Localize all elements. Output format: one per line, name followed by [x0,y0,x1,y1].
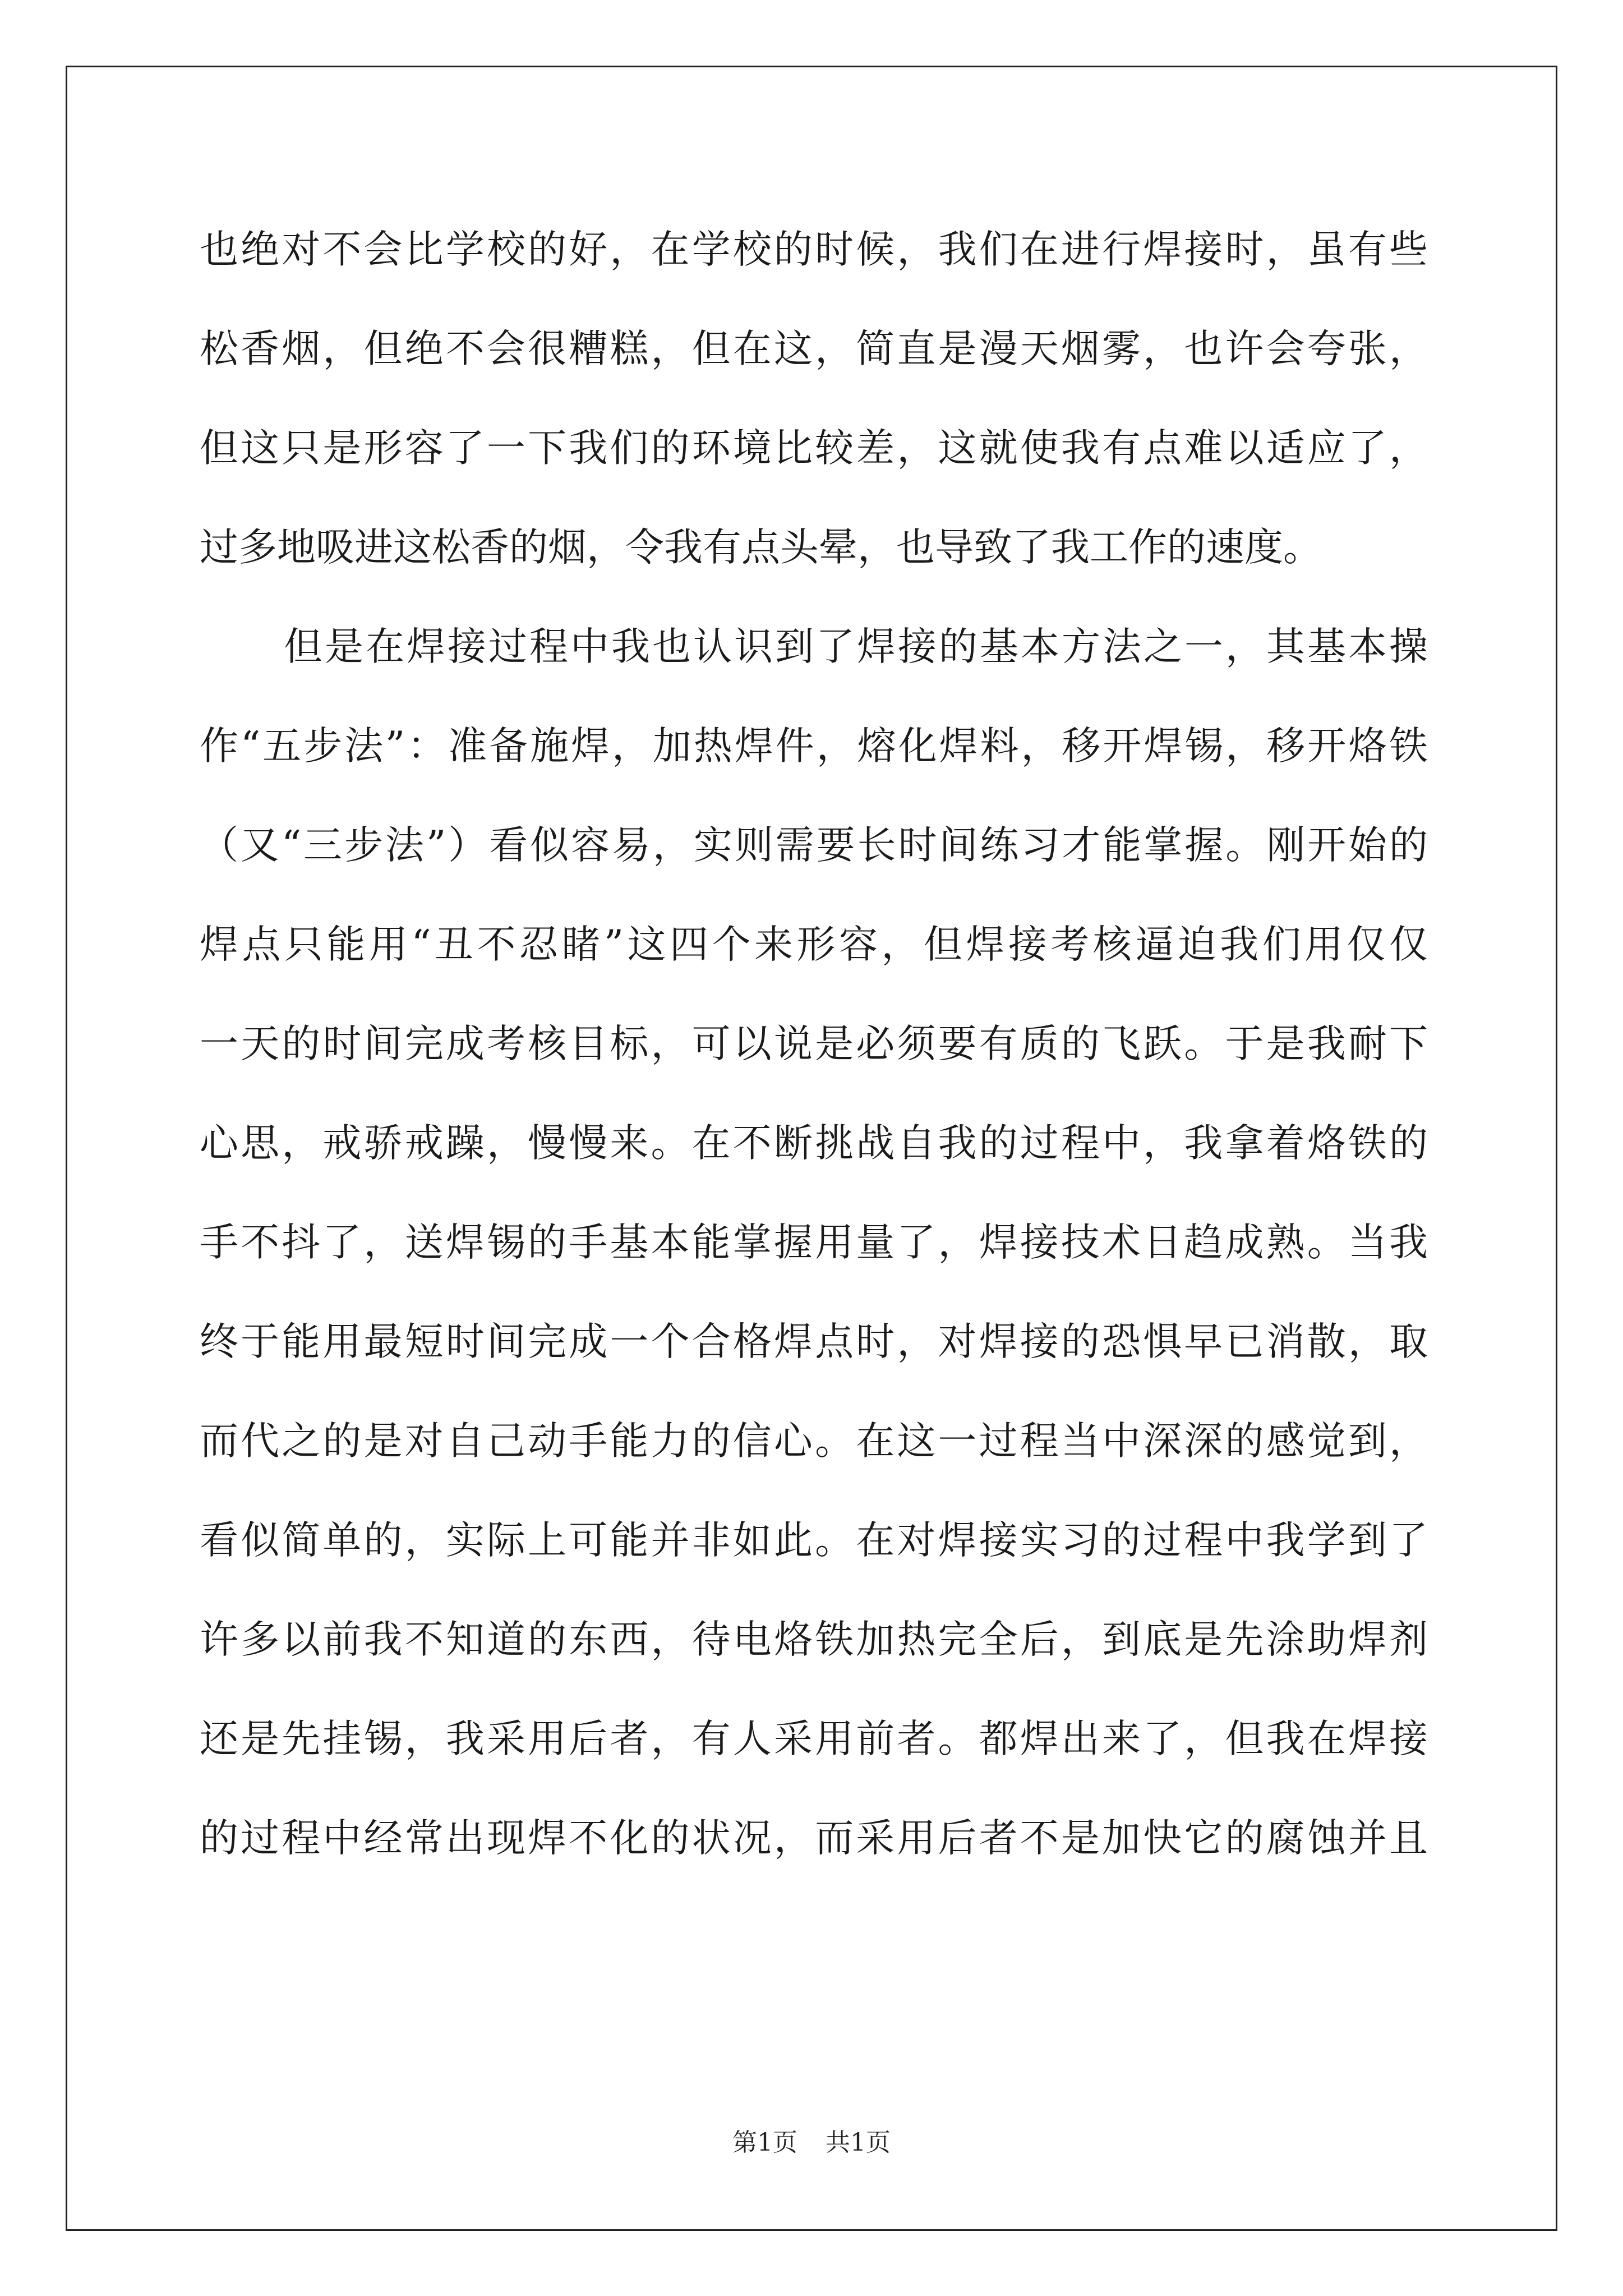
text-line: 而代之的是对自己动手能力的信心。在这一过程当中深深的感觉到， [200,1419,1428,1464]
text-line: 焊点只能用“丑不忍睹”这四个来形容，但焊接考核逼迫我们用仅仅 [200,922,1428,967]
text-line: 的过程中经常出现焊不化的状况，而采用后者不是加快它的腐蚀并且 [200,1816,1428,1861]
text-line: 作“五步法”：准备施焊，加热焊件，熔化焊料，移开焊锡，移开烙铁 [200,724,1428,769]
text-line: 看似简单的，实际上可能并非如此。在对焊接实习的过程中我学到了 [200,1518,1428,1563]
text-line: 还是先挂锡，我采用后者，有人采用前者。都焊出来了，但我在焊接 [200,1717,1428,1761]
page-total: 共1页 [826,2128,891,2157]
text-line: 一天的时间完成考核目标，可以说是必须要有质的飞跃。于是我耐下 [200,1022,1428,1066]
text-line: （又“三步法”）看似容易，实则需要长时间练习才能掌握。刚开始的 [200,823,1428,868]
text-line: 许多以前我不知道的东西，待电烙铁加热完全后，到底是先涂助焊剂 [200,1617,1428,1662]
text-line: 松香烟，但绝不会很糟糕，但在这，简直是漫天烟雾，也许会夸张， [200,326,1428,371]
text-line: 但这只是形容了一下我们的环境比较差，这就使我有点难以适应了， [200,426,1428,471]
page-footer [0,2126,1623,2160]
text-line: 过多地吸进这松香的烟，令我有点头晕，也导致了我工作的速度。 [200,525,1322,570]
body-text [200,200,1428,1888]
text-line: 心思，戒骄戒躁，慢慢来。在不断挑战自我的过程中，我拿着烙铁的 [200,1121,1428,1166]
text-line: 手不抖了，送焊锡的手基本能掌握用量了，焊接技术日趋成熟。当我 [200,1220,1428,1265]
text-line: 也绝对不会比学校的好，在学校的时候，我们在进行焊接时，虽有些 [200,227,1428,272]
paragraph-first-line: 但是在焊接过程中我也认识到了焊接的基本方法之一，其基本操 [284,624,1428,669]
page-number: 第1页 [732,2128,797,2157]
text-line: 终于能用最短时间完成一个合格焊点时，对焊接的恐惧早已消散，取 [200,1319,1428,1364]
